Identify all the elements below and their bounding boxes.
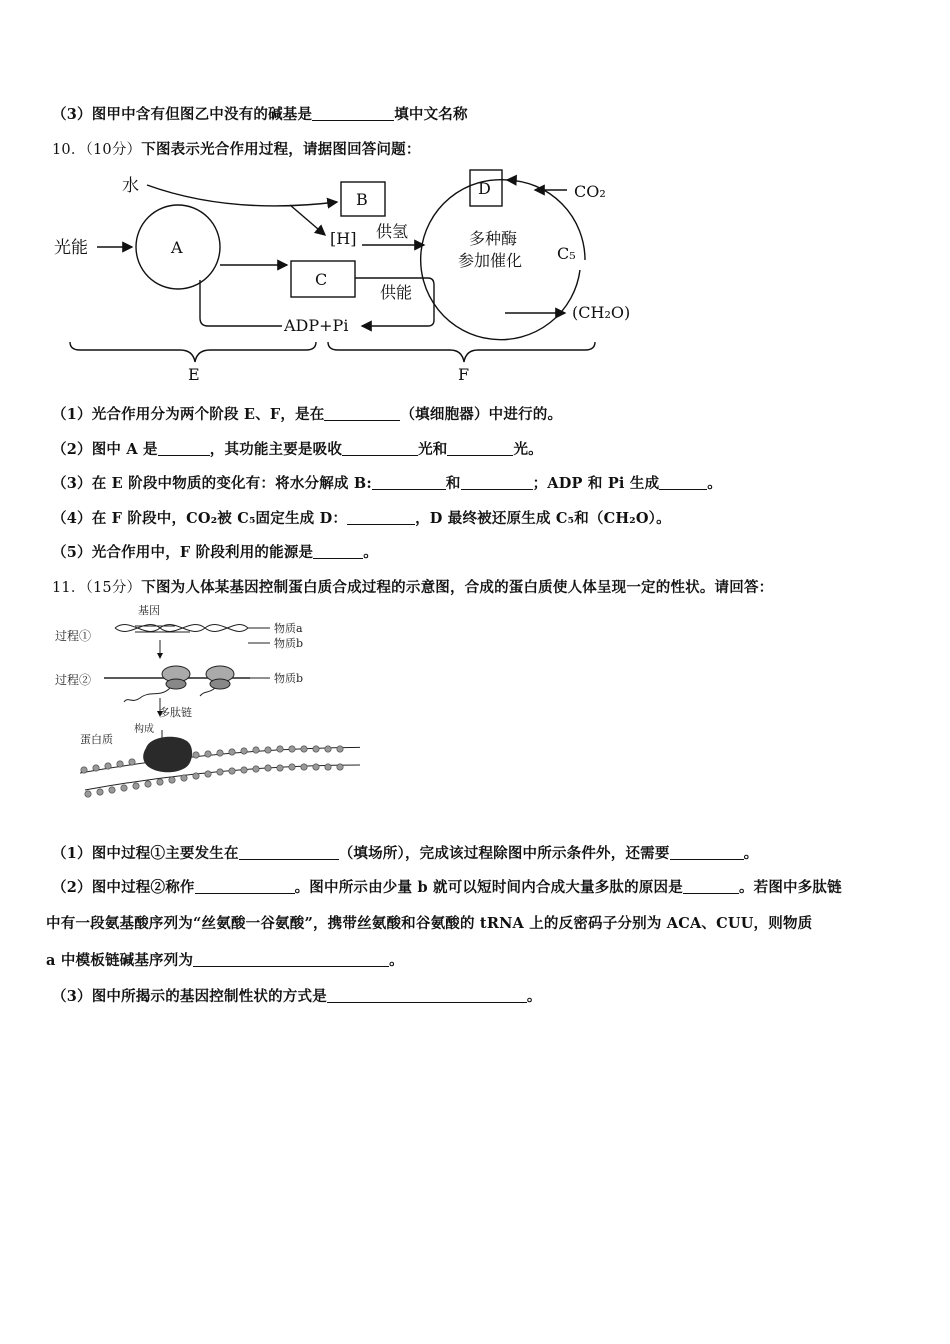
label-adp-pi: ADP+Pi [284,316,349,335]
q11-part2-line2: 中有一段氨基酸序列为“丝氨酸一谷氨酸”，携带丝氨酸和谷氨酸的 tRNA 上的反密码子分别为 ACA、CUU，则物质 [46,915,813,932]
answer-blank[interactable] [447,441,513,456]
protein-blob [143,737,192,773]
q11-part2: （2）图中过程②称作 。图中所示由少量 b 就可以短时间内合成大量多肽的原因是 。若图中多肽链 [52,879,842,896]
q10-part3: （3）在 E 阶段中物质的变化有：将水分解成 B: 和 ；ADP 和 Pi 生成 。 [52,475,722,492]
answer-blank[interactable] [670,845,744,860]
q10-part2: （2）图中 A 是 ，其功能主要是吸收 光和 光。 [52,441,543,458]
q10-stem: 10．（10分）下图表示光合作用过程，请据图回答问题： [52,141,421,158]
label-b: B [356,190,368,209]
q10-part4: （4）在 F 阶段中，CO₂被 C₅固定生成 D： ，D 最终被还原生成 C₅和（CH₂O）。 [52,510,671,527]
label-process1: 过程① [55,629,92,643]
label-substance-b1: 物质b [274,637,304,650]
q9-part3: （3）图甲中含有但图乙中没有的碱基是 填中文名称 [52,106,468,123]
q10-part1: （1）光合作用分为两个阶段 E、F，是在 （填细胞器）中进行的。 [52,406,563,423]
answer-blank[interactable] [461,475,533,490]
answer-blank[interactable] [324,406,400,421]
answer-blank[interactable] [342,441,418,456]
label-substance-a: 物质a [274,622,303,635]
label-supply-energy: 供能 [380,283,413,302]
answer-blank[interactable] [312,106,394,121]
answer-blank[interactable] [313,544,363,559]
q11-part2-line3: a 中模板链碱基序列为 。 [46,952,404,969]
answer-blank[interactable] [347,510,415,525]
q11-stem: 11．（15分）下图为人体某基因控制蛋白质合成过程的示意图，合成的蛋白质使人体呈现一定的性状。请回答： [52,579,774,596]
label-supply-h: 供氢 [376,222,409,241]
label-e: E [188,365,200,384]
label-co2: CO₂ [574,182,606,201]
label-light: 光能 [54,238,88,258]
answer-blank[interactable] [158,441,210,456]
label-protein: 蛋白质 [80,733,113,746]
label-c5: C₅ [557,244,576,263]
answer-blank[interactable] [195,879,295,894]
label-gene: 基因 [138,604,160,617]
q11-part1: （1）图中过程①主要发生在 （填场所），完成该过程除图中所示条件外，还需要 。 [52,845,759,862]
answer-blank[interactable] [327,988,527,1003]
answer-blank[interactable] [239,845,339,860]
label-c: C [315,270,328,289]
q11-part3: （3）图中所揭示的基因控制性状的方式是 。 [52,988,542,1005]
label-ch2o: (CH₂O) [572,303,631,322]
label-process2: 过程② [55,673,92,687]
gene-expression-diagram [0,598,360,808]
photosynthesis-diagram [0,160,700,390]
answer-blank[interactable] [683,879,739,894]
label-d: D [478,179,491,198]
label-h: [H] [330,229,357,248]
label-water: 水 [122,176,139,196]
label-polypeptide: 多肽链 [159,706,192,719]
label-f: F [458,365,470,384]
answer-blank[interactable] [372,475,446,490]
q10-part5: （5）光合作用中，F 阶段利用的能源是 。 [52,544,378,561]
label-enzyme1: 多种酶 [469,229,518,248]
answer-blank[interactable] [659,475,707,490]
label-enzyme2: 参加催化 [458,251,523,270]
label-constitutes: 构成 [134,724,154,735]
label-substance-b2: 物质b [274,672,304,685]
label-a: A [171,238,183,257]
answer-blank[interactable] [193,952,389,967]
